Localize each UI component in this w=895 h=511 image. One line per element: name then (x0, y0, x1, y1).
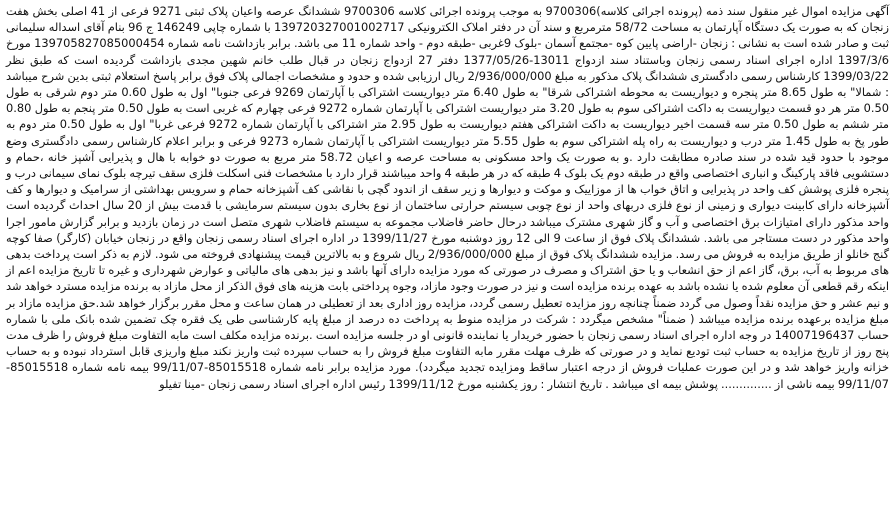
auction-notice-text: آگهی مزایده اموال غیر منقول سند ذمه (پرونده اجرائی کلاسه)9700306 به موجب پرونده اجرائی کلاسه 9700306 ششدانگ عرصه واعیان پلاک ثبتی 9271 فرعی از 41 اصلی بخش هفت زنجان که به صورت یک دستگاه آپارتمان به مساحت 58/72 مترمربع و سند آن در دفتر املاک الکترونیکی 139720327001002717 با شماره چاپی 146249 ج 96 بنام آقای اسداله سلیمانی ثبت و صادر شده است به نشانی : زنجان -اراضی پایین کوه -مجتمع آسمان -بلوک 9غربی -طبقه دوم - واحد شماره 11 می باشد. برابر بازداشت نامه شماره 139705827085000454 مورخ 1397/3/6 اداره اجرای اسناد رسمی زنجان وباستناد سند ازدواج 13011-1377/05/26 دفتر 27 ازدواج زنجان در قبال طلب خانم شهین مجدی بازداشت گردیده است که طبق نظر 1399/03/22 کارشناس رسمی دادگستری ششدانگ پلاک مذکور به مبلغ 2/936/000/000 ریال ارزیابی شده و حدود و مشخصات اجمالی پلاک فوق برابر پاسخ استعلام ثبتی بدین شرح میباشد : شمالا" به طول 8.65 متر پنجره و دیواریست به محوطه اشتراکی شرقا" به طول 6.40 متر دیواریست اشتراکی با آپارتمان 9269 فرعی جنوبا" اول به طول 0.60 متر دوم شرقی به طول 0.50 متر هر دو قسمت دیواریست به داکت اشتراکی سوم به طول 3.20 متر دیواریست اشتراکی با آپارتمان شماره 9272 فرعی چهارم که غربی است به طول 0.50 متر پنجم به طول 0.80 متر ششم به طول 0.50 متر سه قسمت اخیر دیواریست به داکت اشتراکی هفتم دیواریست به طول 2.95 متر اشتراکی با آپارتمان شماره 9272 فرعی غربا" اول به طول 0.50 متر دوم به طور پخ به طول 1.45 متر درب و دیواریست به راه پله اشتراکی سوم به طول 5.55 متر دیواریست اشتراکی با آپارتمان شماره 9273 فرعی و برابر اعلام کارشناس رسمی دادگستری وضع موجود با حدود قید شده در سند صادره مطابقت دارد .و به صورت یک واحد مسکونی به مساحت عرصه و اعیان 58.72 متر مربع به صورت دو خوابه با هال و پذیرایی آشپز خانه ،حمام و دستشویی فاقد پارکینگ و انباری اختصاصی واقع در طبقه دوم یک بلوک 4 طبقه که در هر طبقه 4 واحد میباشند قرار دارد با مشخصات فنی اسکلت فلزی سقف تیرچه بلوک نمای سیمانی درب و پنجره فلزی پوشش کف واحد در پذیرایی و اتاق خواب ها از موزاییک و موکت و دیوارها و زیر سقف از اندود گچی با نقاشی کف آشپزخانه حمام و سرویس بهداشتی از سرامیک و دیوارها و کف آشپزخانه دارای کابینت دیواری و زمینی از نوع فلزی دربهای واحد از نوع چوبی سیستم حرارتی ساختمان از نوع بخاری بدون سیستم سرمایشی با قدمت بیش از 20 سال احداث گردیده است واحد مذکور دارای امتیازات برق اختصاصی و آب و گاز شهری مشترک میباشد درحال حاضر فاضلاب مجموعه به سیستم فاضلاب شهری متصل است در زمان بازدید و برابر گزارش مامور اجرا واحد مذکور در دست مستاجر می باشد. ششدانگ پلاک فوق از ساعت 9 الی 12 روز دوشنبه مورخ 1399/11/27 در اداره اجرای اسناد رسمی زنجان واقع در زنجان خیابان (کارگر) صفا کوچه گنج خانلو از طریق مزایده به فروش می رسد. مزایده ششدانگ پلاک فوق از مبلغ 2/936/000/000 ریال شروع و به بالاترین قیمت پیشنهادی فروخته می شود. لازم به ذکر است پرداخت بدهی های مربوط به آب، برق، گاز اعم از حق انشعاب و یا حق اشتراک و مصرف در صورتی که مورد مزایده دارای آنها باشد و نیز بدهی های مالیاتی و عوارض شهرداری و غیره تا تاریخ مزایده اعم از اینکه رقم قطعی آن معلوم شده یا نشده باشد به عهده برنده مزایده است و نیز در صورت وجود مازاد، وجوه پرداختی بابت هزینه های فوق الذکر از محل مازاد به برنده مزایده مسترد خواهد شد و نیم عشر و حق مزایده نقداً وصول می گردد ضمناً چنانچه روز مزایده تعطیل رسمی گردد، مزایده روز اداری بعد از تعطیلی در همان ساعت و محل مقرر برگزار خواهد شد.حق مزایده مازاد بر مبلغ مزایده برعهده برنده مزایده میباشد ( ضمناً" مشخص میگردد : شرکت در مزایده منوط به پرداخت ده درصد از مبلغ پایه کارشناسی طی یک فقره چک تضمین شده بانک ملی با شماره حساب 14007196437 در وجه اداره اجرای اسناد رسمی زنجان با حضور خریدار یا نماینده قانونی او در جلسه مزایده است .برنده مزایده مکلف است مابه التفاوت مبلغ فروش را ظرف مدت پنج روز از تاریخ مزایده به حساب ثبت تودیع نماید و در صورتی که ظرف مهلت مقرر مابه التفاوت مبلغ فروش را به حساب سپرده ثبت واریز نکند مبلغ واریزی قابل استرداد نبوده و به حساب خزانه واریز خواهد شد و در این صورت عملیات فروش از درجه اعتبار ساقط ومزایده تجدید میگردد). مورد مزایده برابر نامه شماره 85015518-99/11/07 بیمه نامه شماره 85015518-99/11/07 بیمه ناشی از .............. پوشش بیمه ای میباشد . تاریخ انتشار : روز یکشنبه مورخ 1399/11/12 رئیس اداره اجرای اسناد رسمی زنجان -مینا تفیلو (6, 4, 890, 391)
